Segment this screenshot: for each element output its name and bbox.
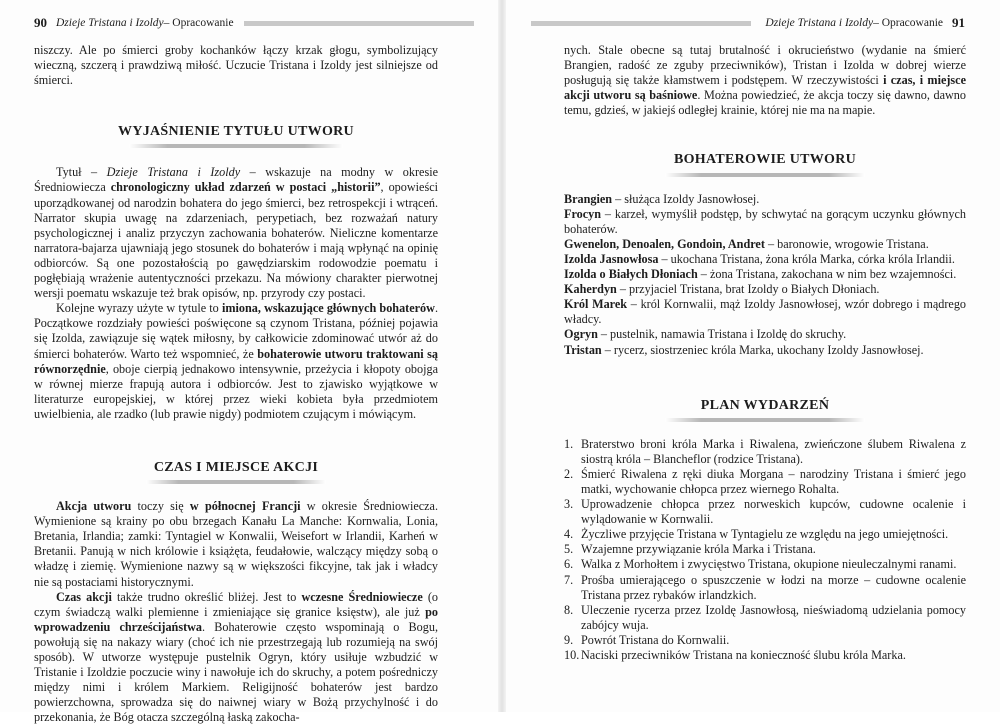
hero-entry: Frocyn – karzeł, wymyślił podstęp, by schwytać na gorącym uczynku głównych bohaterów.: [564, 206, 966, 236]
left-running-head: [34, 13, 480, 33]
plan-list: [564, 437, 966, 663]
hero-entry: Tristan – rycerz, siostrzeniec króla Marka, ukochany Izoldy Jasnowłosej.: [564, 342, 924, 357]
plan-heading-rule: [665, 418, 865, 422]
plan-item: 1. Braterstwo broni króla Marka i Riwalena, zwieńczone ślubem Riwalena z siostrą króla – Blancheflor (rodzice Tristana).: [564, 436, 966, 466]
heroes-heading-rule: [665, 173, 865, 177]
place-heading-text: CZAS I MIEJSCE AKCJI: [153, 459, 319, 475]
right-running-title: Dzieje Tristana i Izoldy: [765, 17, 874, 29]
plan-item: 2. Śmierć Riwalena z ręki diuka Morgana – narodziny Tristana i śmierć jego matki, wychowanie chłopca przez wiernego Rohalta.: [564, 466, 966, 496]
right-page: [506, 0, 1000, 712]
right-page-content: [564, 43, 966, 663]
plan-item: 6. Walka z Morhołtem i zwycięstwo Tristana, okupione nieuleczalnymi ranami.: [564, 557, 957, 572]
title-paragraph-2: Kolejne wyrazy użyte w tytule to imiona, wskazujące głównych bohaterów. Początkowe rozdziały powieści poświęcone są czynom Tristana, później pojawia się Izolda, zawiązuje się wątek miłosny, by całkowicie zdominować utwór aż do śmierci bohaterów. Warto też wspomnieć, że bohaterowie utworu traktowani są równorzędnie, oboje cierpią jednakowo intensywnie, przeżycia i kłopoty obojga w równej mierze frapują autora i odbiorców. Jest to zjawisko wyjątkowe w literaturze europejskiej, w której przez wieki kobieta była przedmiotem uwielbienia, ale rzadko (lub prawie nigdy) podmiotem czującym i mówiącym.: [34, 301, 438, 421]
left-running-title: Dzieje Tristana i Izoldy: [56, 17, 164, 29]
left-running-section: – Opracowanie: [163, 17, 234, 29]
right-header-rule: [531, 21, 751, 26]
left-page: [0, 0, 498, 725]
left-header-rule: [244, 21, 474, 26]
right-page-number: 91: [952, 15, 965, 30]
right-running-head: [564, 13, 965, 33]
hero-entry: Król Marek – król Kornwalii, mąż Izoldy Jasnowłosej, wzór dobrego i mądrego władcy.: [564, 297, 967, 327]
left-page-content: [34, 43, 438, 725]
hero-entry: Brangien – służąca Izoldy Jasnowłosej.: [564, 191, 760, 206]
right-intro-paragraph: nych. Stale obecne są tutaj brutalność i okrucieństwo (wydanie na śmierć Brangien, radość ze zguby przeciwników), Tristan i Izolda w dobrej wierze posługują się także kłamstwem i podstępem. W rzeczywistości i czas, i miejsce akcji utworu są baśniowe. Można powiedzieć, że akcja toczy się dawno, dawno temu, gdzieś, w jakiejś odległej krainie, której nie ma na mapie.: [564, 43, 966, 118]
hero-entry: Gwenelon, Denoalen, Gondoin, Andret – baronowie, wrogowie Tristana.: [564, 236, 929, 251]
plan-item: 4. Życzliwe przyjęcie Tristana w Tyntagielu ze względu na jego umiejętności.: [564, 527, 949, 542]
plan-item: 8. Uleczenie rycerza przez Izoldę Jasnowłosą, nieświadomą udzielania pomocy zabójcy wuja.: [564, 602, 966, 632]
heroes-list: [564, 192, 966, 358]
hero-entry: Izolda Jasnowłosa – ukochana Tristana, żona króla Marka, córka króla Irlandii.: [564, 251, 955, 266]
place-paragraph-2: Czas akcji także trudno określić bliżej. Jest to wczesne Średniowiecze (o czym świadczą walki plemienne i zmieniające się granice księstw), ale już po wprowadzeniu chrześcijaństwa. Bohaterowie często wspominają o Bogu, powołują się na nakazy wiary (choć ich nie przestrzegają lub rozumieją na swój sposób). W utworze występuje pustelnik Ogryn, który usiłuje wzbudzić w Tristanie i Izoldzie poczucie winy i nawołuje ich do skruchy, a potem pośredniczy między nimi i królem Markiem. Religijność bohaterów jest bardzo powierzchowna, sprowadza się do naiwnej wiary w Bożą przychylność i do przekonania, że Bóg otacza szczególną łaską zakocha-: [34, 589, 438, 725]
plan-item: 5. Wzajemne przywiązanie króla Marka i Tristana.: [564, 542, 816, 557]
hero-entry: Izolda o Białych Dłoniach – żona Tristana, zakochana w nim bez wzajemności.: [564, 267, 957, 282]
plan-item: 9. Powrót Tristana do Kornwalii.: [564, 632, 730, 647]
hero-entry: Kaherdyn – przyjaciel Tristana, brat Izoldy o Białych Dłoniach.: [564, 282, 880, 297]
title-section-heading: [34, 124, 438, 139]
plan-heading-text: PLAN WYDARZEŃ: [700, 397, 830, 413]
heroes-section-heading: [564, 152, 966, 167]
left-page-number: 90: [34, 15, 47, 30]
place-paragraph-1: Akcja utworu toczy się w północnej Francji w okresie Średniowiecza. Wymienione są krainy po obu brzegach Kanału La Manche: Kornwalia, Lonia, Bretania, Irlandia; zamki: Tyntagiel w Konwalii, Weisefort w Irlandii, Karheń w Bretanii. Panują w nich królowie i książęta, feudałowie, walczący między sobą o władzę i ziemię. Wymienione nazwy są w większości fikcyjne, tak jak i władcy nie są postaciami historycznymi.: [34, 499, 439, 589]
plan-item: 7. Prośba umierającego o spuszczenie w łodzi na morze – cudowne ocalenie Tristana przez rybaków irlandzkich.: [564, 572, 966, 602]
plan-item: 10. Naciski przeciwników Tristana na konieczność ślubu króla Marka.: [564, 648, 906, 662]
hero-entry: Ogryn – pustelnik, namawia Tristana i Izoldę do skruchy.: [564, 327, 847, 342]
title-heading-text: WYJAŚNIENIE TYTUŁU UTWORU: [118, 124, 354, 140]
place-section-heading: [34, 460, 438, 475]
book-gutter: [498, 0, 506, 712]
plan-item: 3. Uprowadzenie chłopca przez norweskich kupców, cudowne ocalenie i wylądowanie w Kornwalii.: [564, 497, 966, 527]
left-intro-paragraph: niszczy. Ale po śmierci groby kochanków łączy krzak głogu, symbolizujący wieczną, szczerą i prawdziwą miłość. Uczucie Tristana i Izoldy jest silniejsze od śmierci.: [34, 43, 438, 88]
title-paragraph-1: Tytuł – Dzieje Tristana i Izoldy – wskazuje na modny w okresie Średniowiecza chronologiczny układ zdarzeń w postaci „historii”, opowieści uporządkowanej od narodzin bohatera do jego śmierci, bez retrospekcji i wtrąceń. Narrator skupia uwagę na zdarzeniach, perypetiach, bez rozważań natury psychologicznej i analiz przyczyn zachowania bohaterów. Nieliczne komentarze narratora-bajarza ujawniają jego stosunek do bohaterów i mają wpłynąć na opinię odbiorców. Są one pozostałością po gawędziarskim rodowodzie poematu i pogłębiają wrażenie autentyczności przekazu. Na mówiony charakter pierwotnej wersji poematu wskazuje też brak opisów, np. przyrody czy postaci.: [34, 165, 439, 301]
place-heading-rule: [146, 480, 326, 484]
right-running-section: – Opracowanie: [873, 17, 943, 29]
title-heading-rule: [129, 144, 343, 148]
heroes-heading-text: BOHATEROWIE UTWORU: [673, 152, 857, 168]
plan-section-heading: [564, 398, 966, 413]
